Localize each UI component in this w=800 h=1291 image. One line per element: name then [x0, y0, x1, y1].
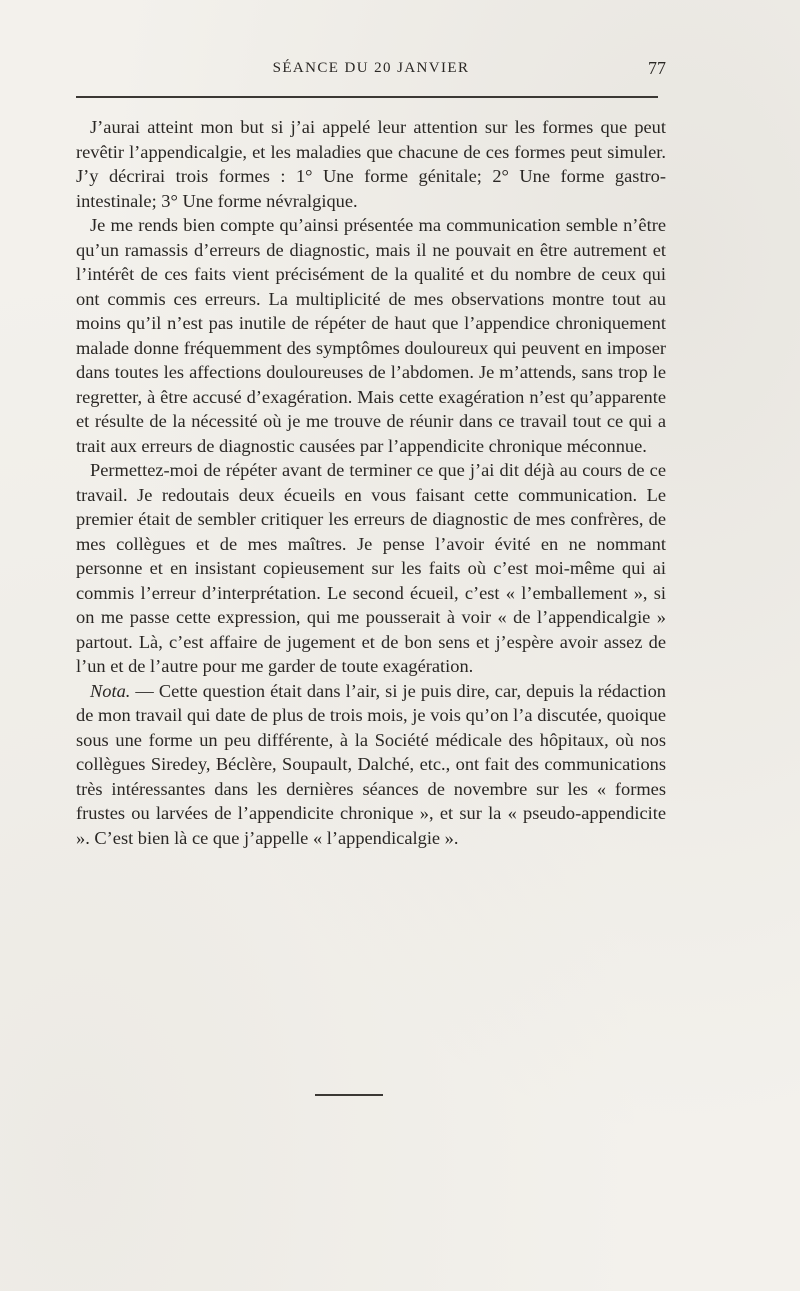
paragraph-conclusion: Permettez-moi de répéter avant de terminer ce que j’ai dit déjà au cours de ce travail. Je redoutais deux écueils en vous faisant cette communication. Le premier était de sembler critiquer les erreurs de diagnostic de mes confrères, de mes collègues et de mes maîtres. Je pense l’avoir évité en ne nommant personne et en insistant copieusement sur les faits où c’est moi-même qui ai commis l’erreur d’interprétation. Le second écueil, c’est « l’emballement », si on me passe cette expression, qui me pousserait à voir « de l’appendicalgie » partout. Là, c’est affaire de jugement et de bon sens et j’espère avoir assez de l’un et de l’autre pour me garder de toute exagération. [76, 460, 666, 676]
paragraph-appendicalgie-forms: J’aurai atteint mon but si j’ai appelé leur attention sur les formes que peut revêtir l’appendicalgie, et les maladies que chacune de ces formes peut simuler. J’y décrirai trois formes : 1° Une forme génitale; 2° Une forme gastro-intestinale; 3° Une forme névralgique. [76, 117, 666, 211]
nota-text: — Cette question était dans l’air, si je puis dire, car, depuis la rédaction de mon travail qui date de plus de trois mois, je vois qu’on l’a discutée, quoique sous une forme un peu différente, à la Société médicale des hôpitaux, où nos collègues Siredey, Béclère, Soupault, Dalché, etc., ont fait des communications très intéressantes dans les dernières séances de novembre sur les « formes frustes ou larvées de l’appendicite chronique », et sur la « pseudo-appendicite ». C’est bien là ce que j’appelle « l’appendicalgie ». [76, 680, 666, 848]
nota-label: Nota. [90, 680, 131, 701]
end-rule [315, 1094, 383, 1096]
page-header [76, 58, 666, 84]
nota-paragraph [76, 679, 666, 851]
paragraph-diagnostic-errors: Je me rends bien compte qu’ainsi présentée ma communication semble n’être qu’un ramassis d’erreurs de diagnostic, mais il ne pouvait en être autrement et l’intérêt de ces faits vient précisément de la qualité et du nombre de ceux qui ont commis ces erreurs. La multiplicité de mes observations montre tout au moins qu’il n’est pas inutile de répéter de haut que l’appendice chroniquement malade donne fréquemment des symptômes douloureux qui peuvent en imposer dans toutes les affections douloureuses de l’abdomen. Je m’attends, sans trop le regretter, à être accusé d’exagération. Mais cette exagération n’est qu’apparente et résulte de la nécessité où je me trouve de réunir dans ce travail tout ce qui a trait aux erreurs de diagnostic causées par l’appendicite chronique méconnue. [76, 215, 666, 456]
running-title: SÉANCE DU 20 JANVIER [272, 60, 470, 76]
header-rule [76, 96, 658, 98]
page-number: 77 [648, 58, 666, 78]
body-text [76, 115, 666, 850]
